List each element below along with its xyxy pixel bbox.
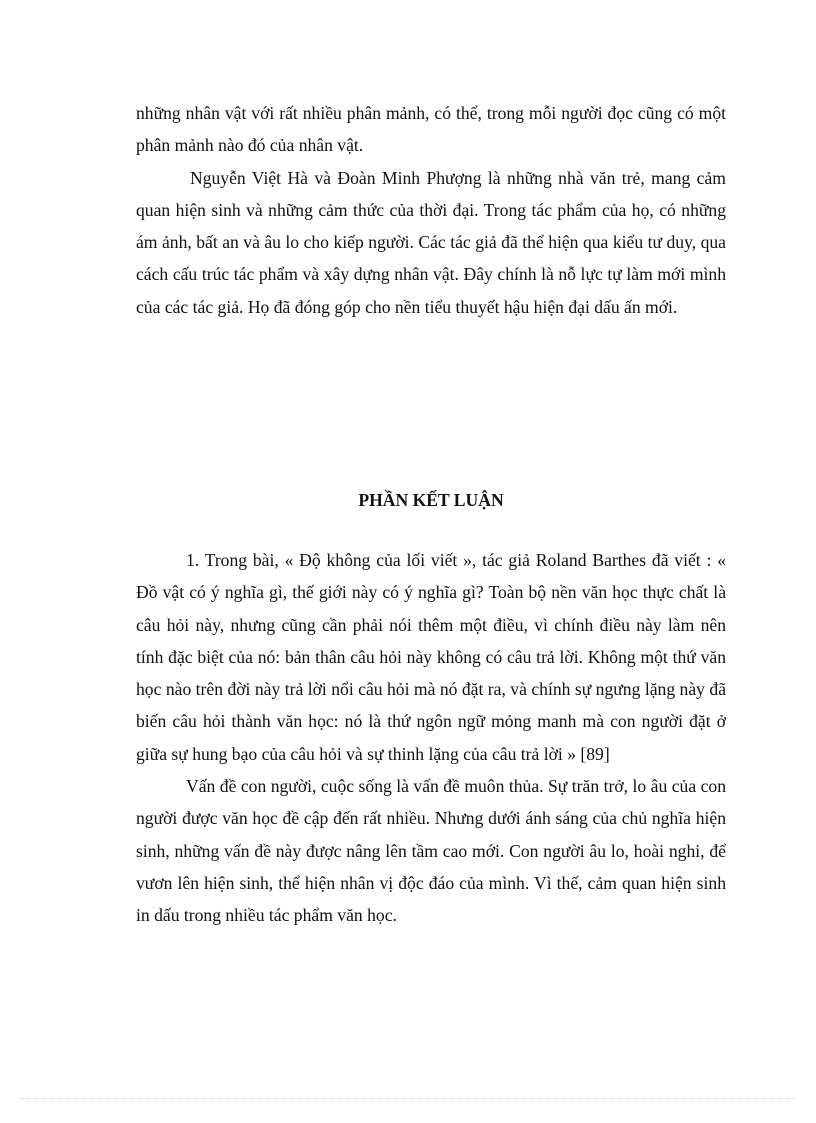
body-section: [136, 97, 726, 323]
conclusion-section: [136, 544, 726, 932]
paragraph-barthes-quote: 1. Trong bài, « Độ không của lối viết », tác giả Roland Barthes đã viết : « Đồ vật có ý nghĩa gì, thế giới này có ý nghĩa gì? Toàn bộ nền văn học thực chất là câu hỏi này, nhưng cũng cần phải nói thêm một điều, vì chính điều này làm nên tính đặc biệt của nó: bản thân câu hỏi này không có câu trả lời. Không một thứ văn học nào trên đời này trả lời nổi câu hỏi mà nó đặt ra, và chính sự ngưng lặng này đã biến câu hỏi thành văn học: nó là thứ ngôn ngữ mỏng manh mà con người đặt ở giữa sự hung bạo của câu hỏi và sự thinh lặng của câu trả lời » [89]: [136, 550, 726, 764]
paragraph-continuation: những nhân vật với rất nhiều phân mảnh, có thể, trong mỗi người đọc cũng có một phân mảnh nào đó của nhân vật.: [136, 103, 726, 156]
page-bottom-divider: [20, 1098, 796, 1099]
paragraph-human-issue: Vấn đề con người, cuộc sống là vấn đề muôn thủa. Sự trăn trở, lo âu của con người được văn học đề cập đến rất nhiều. Nhưng dưới ánh sáng của chủ nghĩa hiện sinh, những vấn đề này được nâng lên tầm cao mới. Con người âu lo, hoài nghi, để vươn lên hiện sinh, thể hiện nhân vị độc đáo của mình. Vì thế, cảm quan hiện sinh in dấu trong nhiều tác phẩm văn học.: [136, 776, 726, 926]
section-heading: PHẦN KẾT LUẬN: [358, 490, 504, 510]
paragraph-authors: Nguyễn Việt Hà và Đoàn Minh Phượng là những nhà văn trẻ, mang cảm quan hiện sinh và những cảm thức của thời đại. Trong tác phẩm của họ, có những ám ảnh, bất an và âu lo cho kiếp người. Các tác giả đã thể hiện qua kiểu tư duy, qua cách cấu trúc tác phẩm và xây dựng nhân vật. Đây chính là nỗ lực tự làm mới mình của các tác giả. Họ đã đóng góp cho nền tiểu thuyết hậu hiện đại dấu ấn mới.: [136, 167, 726, 317]
